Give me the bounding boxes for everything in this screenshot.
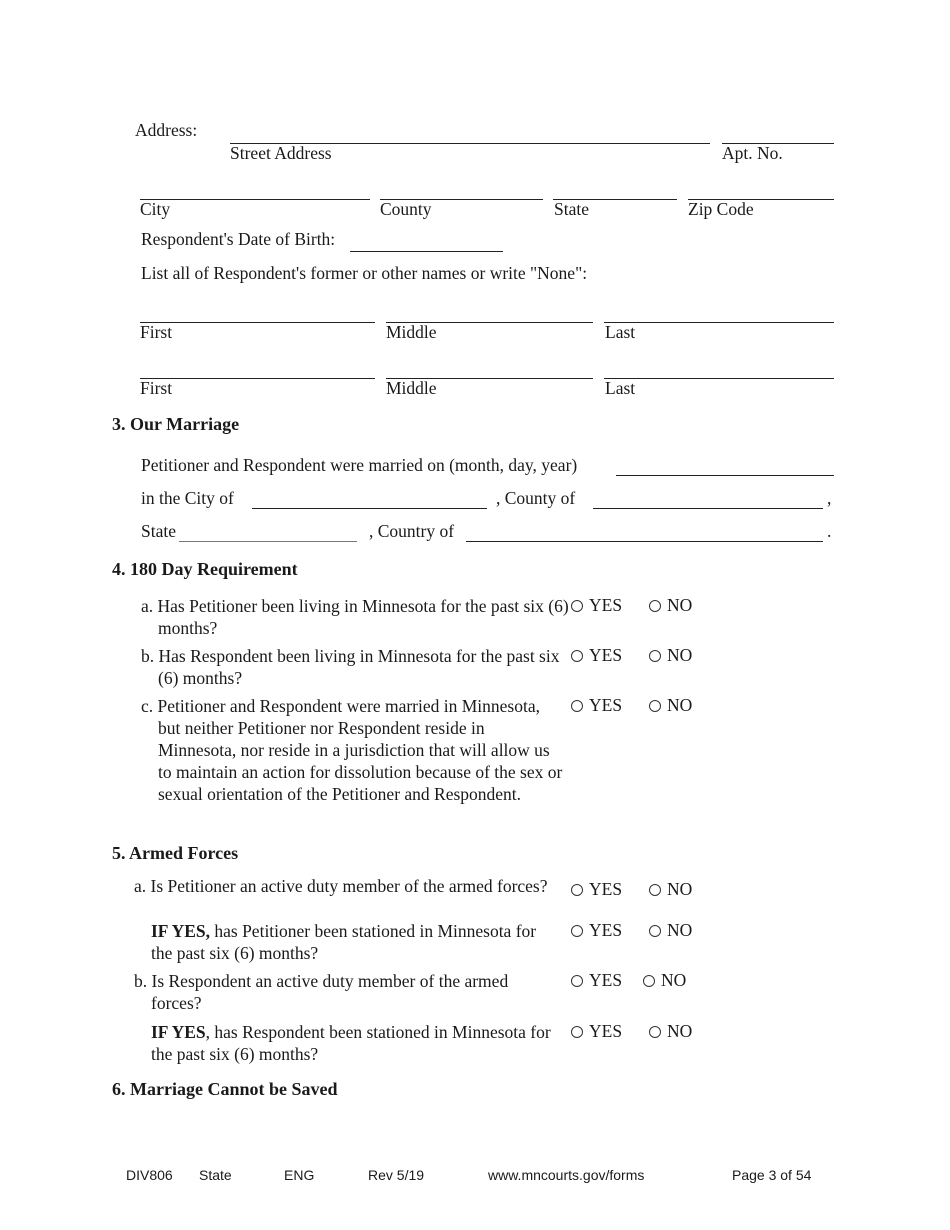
section-3-title: 3. Our Marriage xyxy=(112,414,240,434)
option-4b-no[interactable]: NO xyxy=(649,645,692,666)
city-field[interactable] xyxy=(140,199,370,200)
marriage-country-field[interactable] xyxy=(466,541,823,542)
county-of-label: , County of xyxy=(496,488,576,508)
option-5b-if-yes-no[interactable]: NO xyxy=(649,1021,692,1042)
question-5b-if-yes: IF YES, has Respondent been stationed in Minnesota for the past six (6) months? xyxy=(151,1022,551,1064)
first-caption: First xyxy=(140,378,173,398)
radio-icon xyxy=(649,600,661,612)
option-5a-if-yes-yes[interactable]: YES xyxy=(571,920,622,941)
radio-icon xyxy=(649,1026,661,1038)
last-caption: Last xyxy=(605,322,636,342)
marriage-city-field[interactable] xyxy=(252,508,487,509)
question-4a: a. Has Petitioner been living in Minnesota for the past six (6) months? xyxy=(141,596,569,638)
option-4b-yes[interactable]: YES xyxy=(571,645,622,666)
period: . xyxy=(827,521,832,541)
state-label: State xyxy=(141,521,176,541)
middle-caption: Middle xyxy=(386,322,437,342)
question-4b: b. Has Respondent been living in Minnesota for the past six (6) months? xyxy=(141,646,560,688)
former-last-field-2[interactable] xyxy=(604,378,834,379)
option-5a-no[interactable]: NO xyxy=(649,879,692,900)
footer-url: www.mncourts.gov/forms xyxy=(488,1167,645,1183)
option-4c-no[interactable]: NO xyxy=(649,695,692,716)
radio-icon xyxy=(571,925,583,937)
county-caption: County xyxy=(380,199,432,219)
city-caption: City xyxy=(140,199,171,219)
middle-caption: Middle xyxy=(386,378,437,398)
radio-icon xyxy=(571,1026,583,1038)
question-5a-if-yes: IF YES, has Petitioner been stationed in Minnesota for the past six (6) months? xyxy=(151,921,537,963)
option-5a-if-yes-no[interactable]: NO xyxy=(649,920,692,941)
street-address-caption: Street Address xyxy=(230,143,332,163)
country-of-label: , Country of xyxy=(369,521,455,541)
option-5b-if-yes-yes[interactable]: YES xyxy=(571,1021,622,1042)
option-4a-no[interactable]: NO xyxy=(649,595,692,616)
section-5-title: 5. Armed Forces xyxy=(112,843,239,863)
state-caption: State xyxy=(554,199,589,219)
footer-state: State xyxy=(199,1167,232,1183)
marriage-date-field[interactable] xyxy=(616,475,834,476)
question-5b: b. Is Respondent an active duty member of the armed forces? xyxy=(134,971,509,1013)
footer-revision: Rev 5/19 xyxy=(368,1167,425,1183)
option-5b-no[interactable]: NO xyxy=(643,970,686,991)
option-5a-yes[interactable]: YES xyxy=(571,879,622,900)
footer-language: ENG xyxy=(284,1167,315,1183)
former-first-field-2[interactable] xyxy=(140,378,375,379)
option-4a-yes[interactable]: YES xyxy=(571,595,622,616)
radio-icon xyxy=(649,925,661,937)
last-caption: Last xyxy=(605,378,636,398)
radio-icon xyxy=(649,700,661,712)
question-4c: c. Petitioner and Respondent were married in Minnesota, but neither Petitioner nor Respondent reside in Minnesota, nor reside in a jurisdiction that will allow us to maintain an action for dissolution because of the sex or sexual orientation of the Petitioner and Respondent. xyxy=(141,696,563,804)
former-last-field-1[interactable] xyxy=(604,322,834,323)
radio-icon xyxy=(571,975,583,987)
first-caption: First xyxy=(140,322,173,342)
footer-page-number: Page 3 of 54 xyxy=(732,1167,812,1183)
city-of-label: in the City of xyxy=(141,488,234,508)
dob-label: Respondent's Date of Birth: xyxy=(141,229,336,249)
radio-icon xyxy=(649,650,661,662)
comma: , xyxy=(827,488,832,508)
option-5b-yes[interactable]: YES xyxy=(571,970,622,991)
radio-icon xyxy=(649,884,661,896)
section-6-title: 6. Marriage Cannot be Saved xyxy=(112,1079,338,1099)
married-on-label: Petitioner and Respondent were married on (month, day, year) xyxy=(141,455,578,475)
former-first-field-1[interactable] xyxy=(140,322,375,323)
zip-code-caption: Zip Code xyxy=(688,199,754,219)
radio-icon xyxy=(571,650,583,662)
former-names-prompt: List all of Respondent's former or other names or write "None": xyxy=(141,263,588,283)
footer-form-number: DIV806 xyxy=(126,1167,173,1183)
marriage-state-field[interactable] xyxy=(179,541,357,542)
apt-no-caption: Apt. No. xyxy=(722,143,783,163)
radio-icon xyxy=(571,600,583,612)
option-4c-yes[interactable]: YES xyxy=(571,695,622,716)
marriage-county-field[interactable] xyxy=(593,508,823,509)
dob-field[interactable] xyxy=(350,251,503,252)
radio-icon xyxy=(571,700,583,712)
question-5a: a. Is Petitioner an active duty member of the armed forces? xyxy=(134,876,548,896)
address-label: Address: xyxy=(135,120,198,140)
radio-icon xyxy=(571,884,583,896)
section-4-title: 4. 180 Day Requirement xyxy=(112,559,298,579)
radio-icon xyxy=(643,975,655,987)
